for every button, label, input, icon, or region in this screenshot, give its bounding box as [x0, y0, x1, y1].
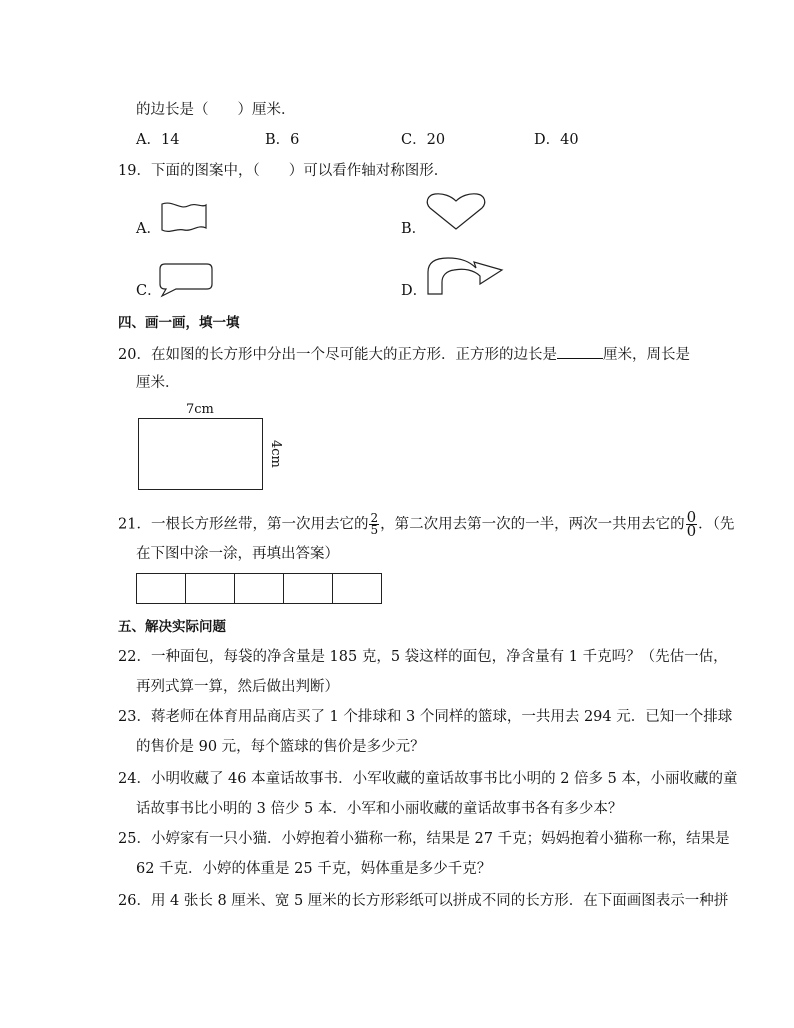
q18-option-a: A．14 [136, 132, 180, 148]
q22-line2: 再列式算一算，然后做出判断） [136, 679, 339, 695]
q20-line1-end: 厘米，周长是 [602, 347, 690, 363]
section-4-title: 四、画一画，填一填 [118, 315, 240, 331]
q18-stem-tail: 的边长是（ ）厘米． [136, 102, 296, 118]
flag-shape [158, 200, 210, 236]
q19-stem: 19．下面的图案中，（ ）可以看作轴对称图形． [118, 163, 449, 179]
q21-line2: 在下图中涂一涂，再填出答案） [136, 546, 339, 562]
q24-line1: 24．小明收藏了 46 本童话故事书．小军收藏的童话故事书比小明的 2 倍多 5 本，小丽收藏的童 [118, 771, 738, 787]
q20-answer-blank[interactable] [557, 344, 603, 359]
q20-height-label: 4cm [268, 440, 283, 468]
q21-ribbon-strip [136, 573, 382, 604]
q22-line1: 22．一种面包，每袋的净含量是 185 克，5 袋这样的面包，净含量有 1 千克吗？（先估一估， [118, 649, 728, 665]
q23-line1: 23．蒋老师在体育用品商店买了 1 个排球和 3 个同样的篮球，一共用去 294 元．已知一个排球 [118, 709, 733, 725]
q20-line1 [118, 344, 690, 364]
q21-strip-cell[interactable] [185, 573, 235, 604]
q21-part2: ，第二次用去第一次的一半，两次一共用去它的 [380, 516, 685, 533]
q21-frac2-numerator: 0 [686, 508, 697, 526]
q20-rectangle [138, 418, 263, 490]
q19-label-c: C． [136, 283, 162, 299]
q21-part1: 21．一根长方形丝带，第一次用去它的 [118, 516, 369, 533]
q19-label-a: A． [136, 221, 161, 237]
q25-line2: 62 千克．小婷的体重是 25 千克，妈体重是多少千克？ [136, 861, 492, 877]
q21-strip-cell[interactable] [234, 573, 284, 604]
q21-answer-fraction[interactable] [686, 508, 698, 540]
q19-label-b: B． [401, 221, 427, 237]
curved-arrow-shape [424, 256, 508, 300]
q19-label-d: D． [401, 283, 428, 299]
section-5-title: 五、解决实际问题 [118, 619, 226, 635]
q21-strip-cell[interactable] [283, 573, 333, 604]
q25-line1: 25．小婷家有一只小猫．小婷抱着小猫称一称，结果是 27 千克；妈妈抱着小猫称一称，结果是 [118, 831, 730, 847]
q24-line2: 话故事书比小明的 3 倍少 5 本．小军和小丽收藏的童话故事书各有多少本？ [136, 801, 623, 817]
q21-part3: ．（先 [698, 516, 735, 533]
q23-line2: 的售价是 90 元，每个篮球的售价是多少元？ [136, 739, 425, 755]
q18-option-b: B．6 [265, 132, 300, 148]
q20-line1-text: 20．在如图的长方形中分出一个尽可能大的正方形．正方形的边长是 [118, 347, 557, 363]
q18-option-d: D．40 [534, 132, 579, 148]
heart-shape [425, 192, 487, 232]
q21-frac2-denominator: 0 [686, 522, 697, 540]
q26-line1: 26．用 4 张长 8 厘米、宽 5 厘米的长方形彩纸可以拼成不同的长方形．在下面画图表示一种拼 [118, 893, 729, 909]
q21-strip-cell[interactable] [332, 573, 382, 604]
q20-line2: 厘米． [136, 375, 180, 391]
q20-width-label: 7cm [186, 402, 214, 417]
q21-line1 [118, 508, 735, 540]
q21-fraction-two-fifths [369, 513, 379, 536]
q21-frac1-numerator: 2 [370, 511, 379, 525]
q18-option-c: C．20 [401, 132, 446, 148]
speech-bubble-shape [154, 260, 216, 300]
q21-strip-cell[interactable] [136, 573, 186, 604]
q21-frac1-denominator: 5 [370, 523, 379, 537]
